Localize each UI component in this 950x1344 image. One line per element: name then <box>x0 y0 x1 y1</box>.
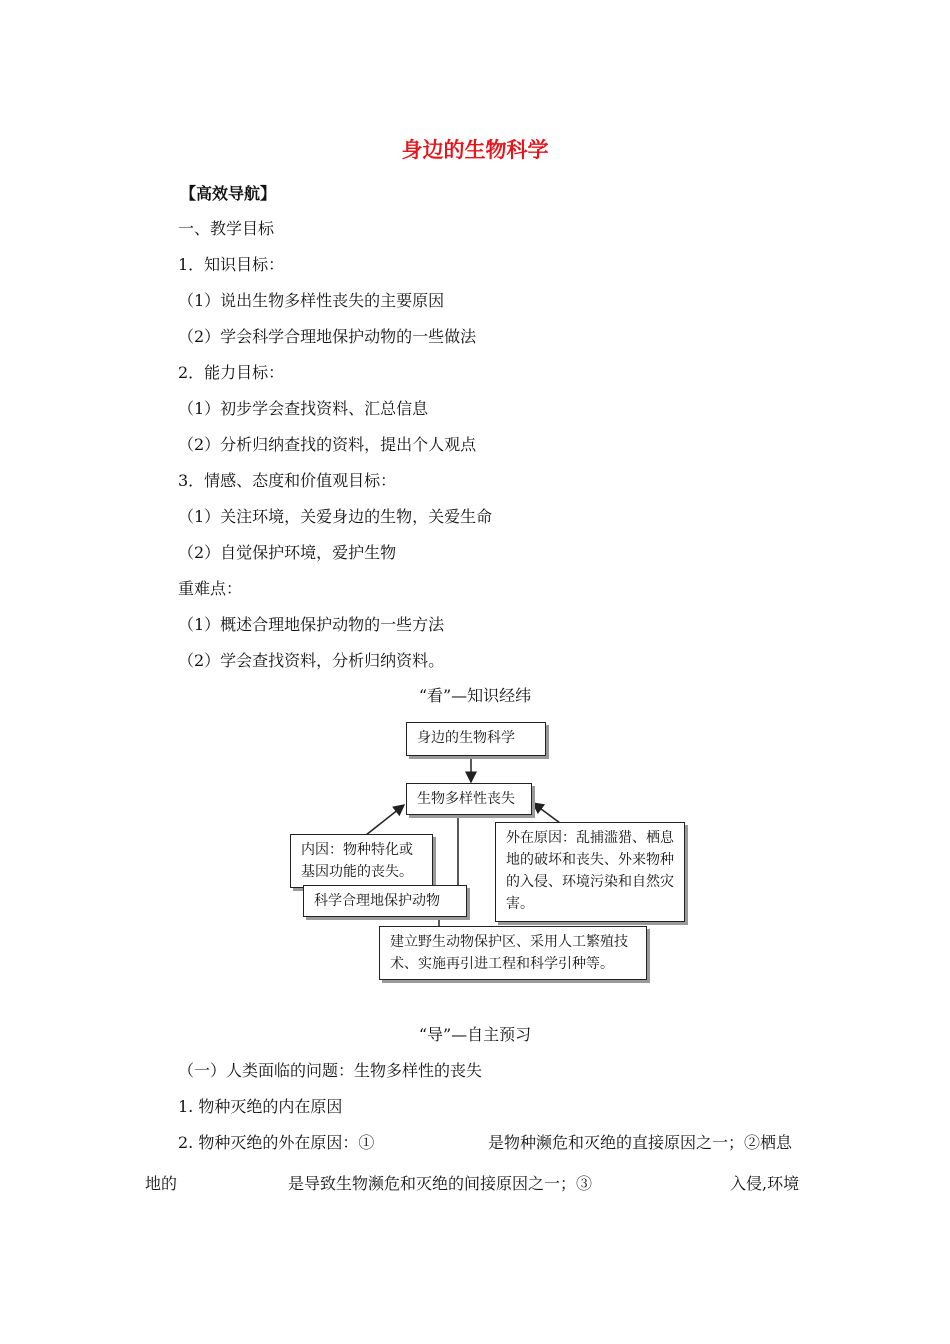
arrow-internal-to-loss <box>366 805 404 835</box>
internal-cause-box: 内因：物种特化或基因功能的丧失。 <box>290 834 433 888</box>
objectives-heading: 一、教学目标 <box>178 219 275 238</box>
guide-item-2-d: 是导致生物濒危和灭绝的间接原因之一；③ <box>288 1174 593 1193</box>
measures-box: 建立野生动物保护区、采用人工繁殖技术、实施再引进工程和科学引种等。 <box>379 926 647 980</box>
knowledge-goal-heading: 1．知识目标： <box>178 255 285 274</box>
loss-box: 生物多样性丧失 <box>406 783 532 815</box>
guide-item-2-e: 入侵,环境 <box>730 1174 800 1193</box>
guide-item-1: 1. 物种灭绝的内在原因 <box>178 1097 343 1116</box>
protect-box: 科学合理地保护动物 <box>303 885 467 917</box>
ability-goal-heading: 2．能力目标： <box>178 363 285 382</box>
key-point-2: （2）学会查找资料，分析归纳资料。 <box>178 651 445 670</box>
attitude-goal-1: （1）关注环境，关爱身边的生物，关爱生命 <box>178 507 493 526</box>
guide-item-2-b: 是物种濒危和灭绝的直接原因之一；②栖息 <box>488 1133 793 1152</box>
page-title: 身边的生物科学 <box>401 138 549 162</box>
attitude-goal-2: （2）自觉保护环境，爱护生物 <box>178 543 397 562</box>
attitude-goal-heading: 3．情感、态度和价值观目标： <box>178 471 397 490</box>
key-points-heading: 重难点： <box>178 579 243 598</box>
knowledge-goal-1: （1）说出生物多样性丧失的主要原因 <box>178 291 445 310</box>
guide-item-2-c: 地的 <box>145 1174 178 1193</box>
knowledge-goal-2: （2）学会科学合理地保护动物的一些做法 <box>178 327 477 346</box>
ability-goal-2: （2）分析归纳查找的资料，提出个人观点 <box>178 435 477 454</box>
ability-goal-1: （1）初步学会查找资料、汇总信息 <box>178 399 429 418</box>
look-heading: “看”—知识经纬 <box>418 686 532 705</box>
guide-section-1: （一）人类面临的问题：生物多样性的丧失 <box>178 1061 483 1080</box>
guide-item-2-a: 2. 物种灭绝的外在原因：① <box>178 1133 375 1152</box>
guide-heading: “导”—自主预习 <box>418 1025 532 1044</box>
key-point-1: （1）概述合理地保护动物的一些方法 <box>178 615 445 634</box>
external-cause-box: 外在原因：乱捕滥猎、栖息地的破坏和丧失、外来物种的入侵、环境污染和自然灾害。 <box>495 822 685 922</box>
section-header: 【高效导航】 <box>180 184 277 203</box>
root-box: 身边的生物科学 <box>406 722 546 756</box>
arrow-external-to-loss <box>533 803 560 823</box>
